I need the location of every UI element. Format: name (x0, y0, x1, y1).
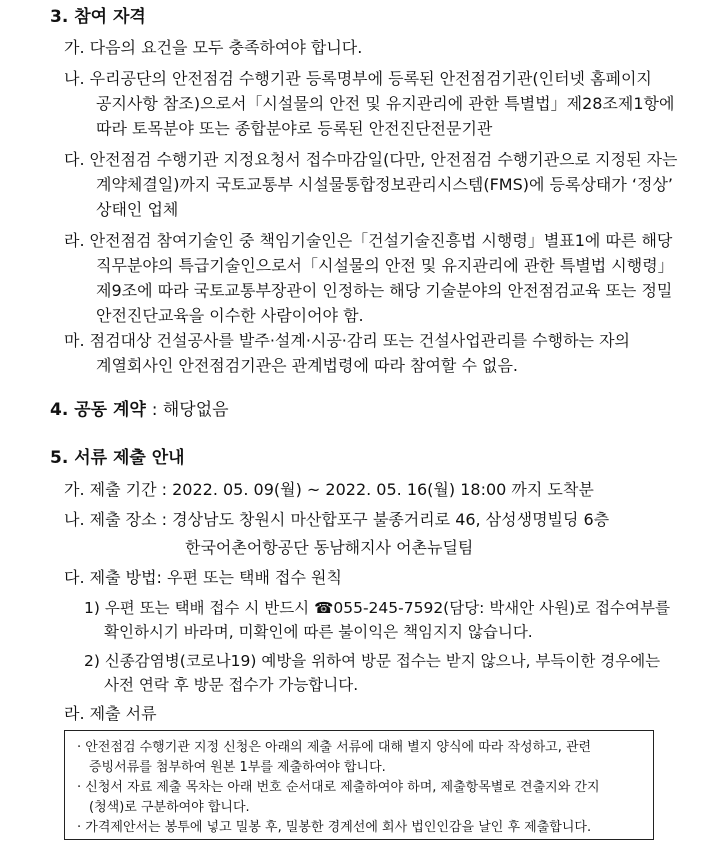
section-4-title (50, 399, 229, 421)
sec5-item-na-line1: 나. 제출 장소 : 경상남도 창원시 마산합포구 불종거리로 46, 삼성생명빌딩 6층 (64, 510, 610, 529)
sec3-item-da-line3: 상태인 업체 (96, 200, 179, 219)
sec5-sub-item2-line2: 사전 연락 후 방문 접수가 가능합니다. (104, 676, 359, 694)
sec5-sub-item2-line1: 2) 신종감염병(코로나19) 예방을 위하여 방문 접수는 받지 않으나, 부득이한 경우에는 (84, 652, 661, 670)
sec3-item-da-line1: 다. 안전점검 수행기관 지정요청서 접수마감일(다만, 안전점검 수행기관으로 지정된 자는 (64, 150, 678, 169)
sec3-item-da-line2: 계약체결일)까지 국토교통부 시설물통합정보관리시스템(FMS)에 등록상태가 ‘정상’ (96, 175, 673, 194)
section-3-title: 3. 참여 자격 (50, 7, 146, 27)
section-4-value: : 해당없음 (151, 400, 229, 420)
sec3-item-ra-line1: 라. 안전점검 참여기술인 중 책임기술인은「건설기술진흥법 시행령」별표1에 따른 해당 (64, 231, 673, 250)
sec3-item-na-line3: 따라 토목분야 또는 종합분야로 등록된 안전진단전문기관 (96, 119, 493, 138)
sec3-item-ma-line1: 마. 점검대상 건설공사를 발주·설계·시공·감리 또는 건설사업관리를 수행하는 자의 (64, 331, 630, 350)
notice-line-1: · 안전점검 수행기관 지정 신청은 아래의 제출 서류에 대해 별지 양식에 따라 작성하고, 관련 (77, 740, 592, 755)
notice-line-4: (청색)로 구분하여야 합니다. (89, 800, 250, 815)
notice-box (64, 730, 654, 840)
section-4-label: 4. 공동 계약 (50, 400, 146, 420)
sec5-item-ga: 가. 제출 기간 : 2022. 05. 09(월) ~ 2022. 05. 16(월) 18:00 까지 도착분 (64, 480, 594, 499)
notice-line-5: · 가격제안서는 봉투에 넣고 밀봉 후, 밀봉한 경계선에 회사 법인인감을 날인 후 제출합니다. (77, 820, 592, 835)
sec5-sub-item1-line2: 확인하시기 바라며, 미확인에 따른 불이익은 책임지지 않습니다. (104, 623, 533, 641)
sec5-item-na-line2: 한국어촌어항공단 동남해지사 어촌뉴딜팀 (185, 538, 474, 557)
sec3-item-ra-line2: 직무분야의 특급기술인으로서「시설물의 안전 및 유지관리에 관한 특별법 시행령」 (96, 256, 674, 275)
sec3-item-ra-line3: 제9조에 따라 국토교통부장관이 인정하는 해당 기술분야의 안전점검교육 또는 정밀 (96, 281, 673, 300)
sec5-item-ra: 라. 제출 서류 (64, 704, 157, 723)
notice-line-2: 증빙서류를 첨부하여 원본 1부를 제출하여야 합니다. (89, 760, 386, 775)
notice-line-3: · 신청서 자료 제출 목차는 아래 번호 순서대로 제출하여야 하며, 제출항목별로 견출지와 간지 (77, 780, 600, 795)
sec3-item-na-line2: 공지사항 참조)으로서「시설물의 안전 및 유지관리에 관한 특별법」제28조제1항에 (96, 94, 675, 113)
sec5-item-da: 다. 제출 방법: 우편 또는 택배 접수 원칙 (64, 568, 342, 587)
sec3-item-ra-line4: 안전진단교육을 이수한 사람이어야 함. (96, 306, 364, 325)
section-5-title: 5. 서류 제출 안내 (50, 448, 185, 468)
sec5-sub-item1-line1: 1) 우편 또는 택배 접수 시 반드시 ☎055-245-7592(담당: 박새안 사원)로 접수여부를 (84, 599, 670, 617)
sec3-item-ma-line2: 계열회사인 안전점검기관은 관계법령에 따라 참여할 수 없음. (96, 356, 519, 375)
sec3-item-na-line1: 나. 우리공단의 안전점검 수행기관 등록명부에 등록된 안전점검기관(인터넷 홈페이지 (64, 69, 652, 88)
sec3-item-ga: 가. 다음의 요건을 모두 충족하여야 합니다. (64, 38, 363, 57)
